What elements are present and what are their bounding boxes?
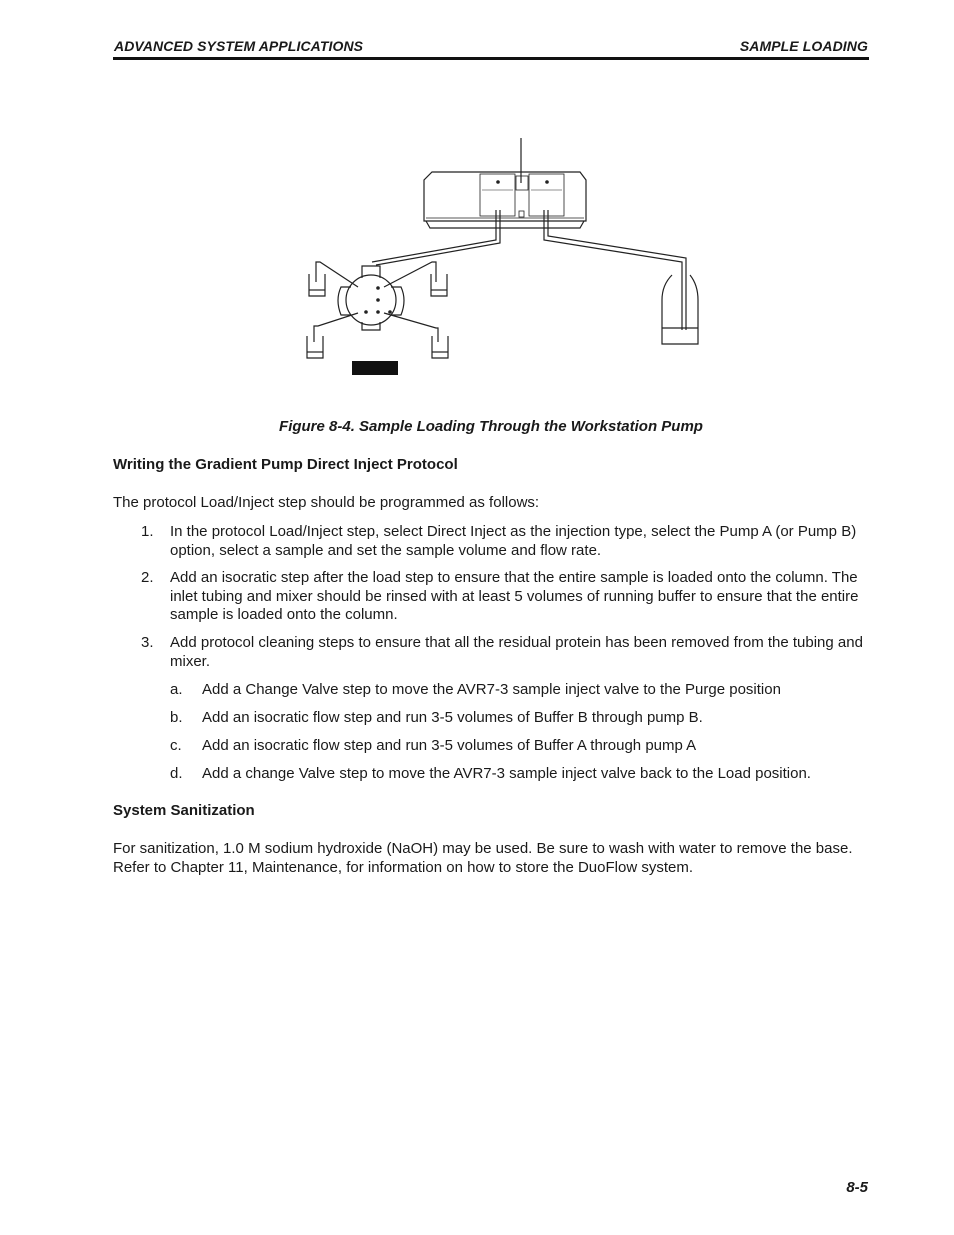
sample-inject-valve: [338, 266, 404, 330]
sub-list-item: Add an isocratic flow step and run 3-5 volumes of Buffer B through pump B.: [202, 709, 703, 726]
sub-list-item-letter: a.: [170, 681, 183, 698]
sanitization-body-text: For sanitization, 1.0 M sodium hydroxide (NaOH) may be used. Be sure to wash with water to remove the base. Refer to Chapter 11, Maintenance, for information on how to store the DuoFlow system.: [113, 840, 853, 876]
page-number: 8-5: [846, 1179, 868, 1196]
sub-list-item: Add a Change Valve step to move the AVR7-3 sample inject valve to the Purge position: [202, 681, 781, 698]
sub-list-item-letter: b.: [170, 709, 183, 726]
header-chapter-topic: SAMPLE LOADING: [739, 38, 868, 54]
running-header: [113, 37, 869, 60]
sub-list-item: Add a change Valve step to move the AVR7-3 sample inject valve back to the Load position.: [202, 765, 811, 782]
list-item: In the protocol Load/Inject step, select Direct Inject as the injection type, select the Pump A (or Pump B) option, select a sample and set the sample volume and flow rate.: [170, 523, 857, 559]
protocol-intro-text: The protocol Load/Inject step should be programmed as follows:: [113, 494, 540, 511]
header-section-title: ADVANCED SYSTEM APPLICATIONS: [114, 38, 364, 54]
list-item: Add protocol cleaning steps to ensure that all the residual protein has been removed from the tubing and mixer.: [170, 634, 863, 670]
sample-loading-diagram: [300, 135, 710, 385]
figure-caption: Figure 8-4. Sample Loading Through the Workstation Pump: [279, 418, 703, 435]
section-heading-gradient-pump: Writing the Gradient Pump Direct Inject Protocol: [113, 456, 458, 473]
buffer-bottle: [662, 275, 698, 344]
sub-list-item-letter: d.: [170, 765, 183, 782]
section-heading-sanitization: System Sanitization: [113, 802, 255, 819]
workstation-pump-unit: [424, 172, 586, 228]
sub-list-item: Add an isocratic flow step and run 3-5 volumes of Buffer A through pump A: [202, 737, 697, 754]
list-item-number: 2.: [141, 569, 154, 586]
valve-label-block: [352, 361, 398, 375]
list-item-number: 3.: [141, 634, 154, 651]
list-item-number: 1.: [141, 523, 154, 540]
list-item: Add an isocratic step after the load step to ensure that the entire sample is loaded onto the column. The inlet tubing and mixer should be rinsed with at least 5 volumes of running buffer to ensure that the entire sample is loaded onto the column.: [170, 569, 859, 623]
sub-list-item-letter: c.: [170, 737, 182, 754]
